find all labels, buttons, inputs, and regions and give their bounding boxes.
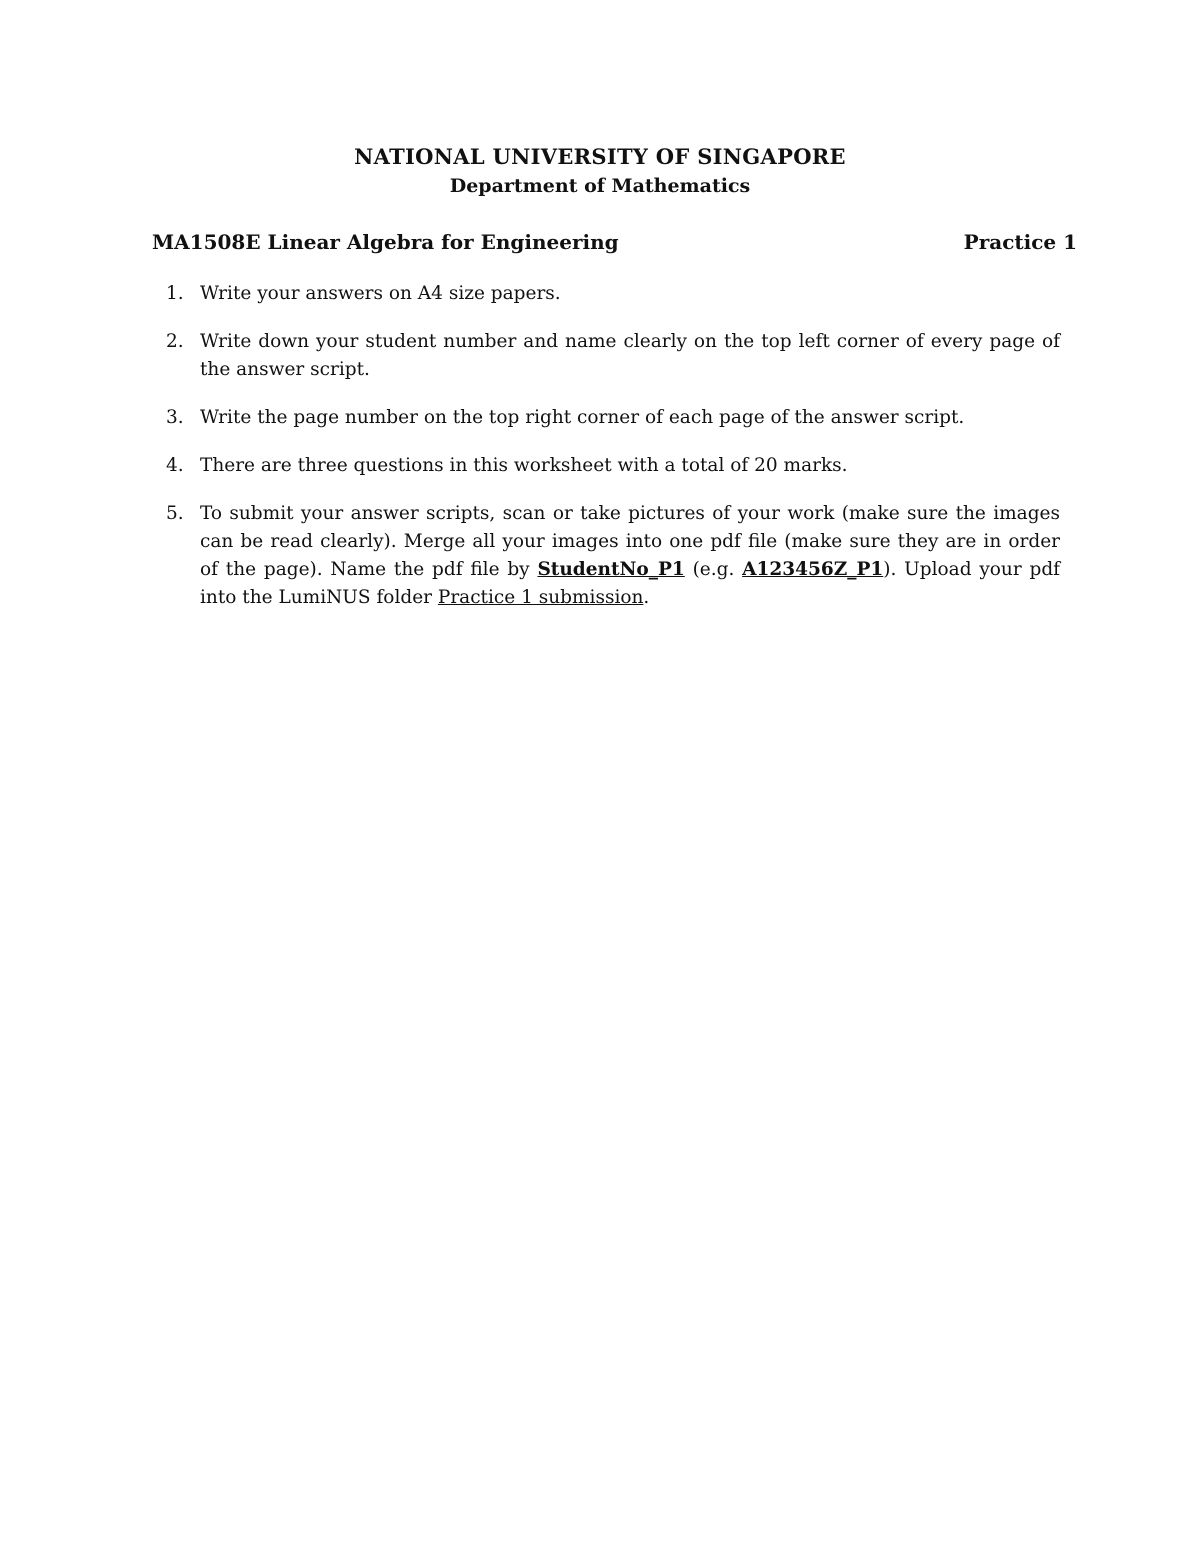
- practice-label: Practice 1: [963, 230, 1077, 254]
- instruction-item: [152, 452, 1060, 480]
- submission-text-part2: (e.g.: [684, 559, 743, 580]
- filename-example: A123456Z_P1: [742, 559, 884, 580]
- instruction-item: [152, 404, 1060, 432]
- instruction-number: 4.: [166, 455, 184, 476]
- instruction-item: [152, 328, 1060, 384]
- university-name: NATIONAL UNIVERSITY OF SINGAPORE: [354, 144, 846, 169]
- instruction-text: Write your answers on A4 size papers.: [200, 283, 561, 304]
- instruction-text: [200, 500, 1060, 612]
- submission-text-part3: ). Upload your pdf into the LumiNUS folder: [200, 559, 1061, 608]
- submission-folder: Practice 1 submission: [437, 587, 644, 608]
- filename-pattern: StudentNo_P1: [537, 559, 685, 580]
- submission-text-part4: .: [643, 587, 650, 608]
- submission-text-part1: To submit your answer scripts, scan or take pictures of your work (make sure the images can be read clearly). Merge all your images into one pdf file (make sure they are in order of the page). Name the pdf file by: [200, 503, 1060, 580]
- course-title: MA1508E Linear Algebra for Engineering: [152, 230, 619, 254]
- instruction-number: 3.: [166, 407, 184, 428]
- course-row: [152, 226, 1077, 258]
- instruction-text: Write down your student number and name clearly on the top left corner of every page of the answer script.: [200, 331, 1060, 380]
- instruction-number: 5.: [166, 503, 184, 524]
- instructions-list: [152, 280, 1060, 632]
- instruction-text: Write the page number on the top right corner of each page of the answer script.: [200, 407, 965, 428]
- instruction-text: There are three questions in this worksheet with a total of 20 marks.: [200, 455, 848, 476]
- instruction-number: 2.: [166, 331, 184, 352]
- instruction-item: [152, 280, 1060, 308]
- instruction-item: [152, 500, 1060, 612]
- instruction-number: 1.: [166, 283, 184, 304]
- document-header: [0, 142, 1200, 200]
- department-name: Department of Mathematics: [449, 175, 751, 197]
